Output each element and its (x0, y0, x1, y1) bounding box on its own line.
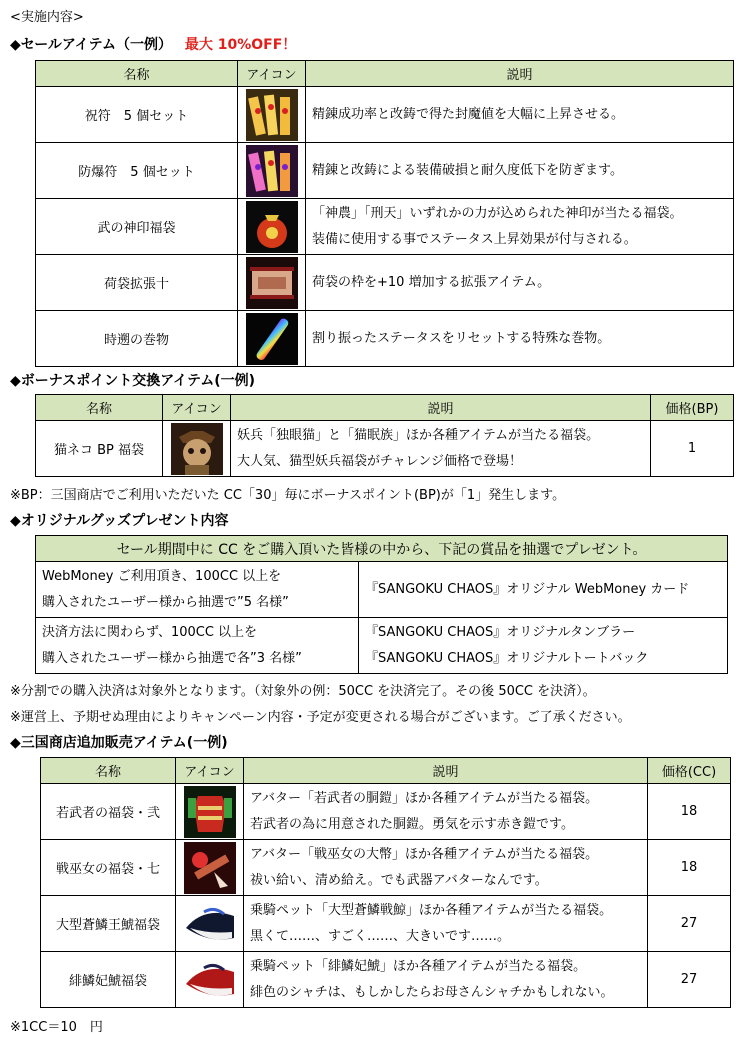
sale-header-row (36, 61, 734, 87)
table-row (41, 840, 731, 896)
prize-item (359, 562, 728, 618)
desc-line: 祓い給い、清め給え。でも武器アバターなんです。 (250, 872, 548, 888)
header-name: 名称 (36, 61, 238, 87)
item-icon-cell (238, 87, 306, 143)
item-icon-cell (176, 784, 244, 840)
item-icon-cell (176, 840, 244, 896)
item-desc (244, 784, 648, 840)
header-name: 名称 (36, 395, 163, 421)
desc-line: 『SANGOKU CHAOS』オリジナルトートバック (365, 650, 649, 666)
desc-line: 荷袋の枠を+10 増加する拡張アイテム。 (312, 274, 551, 290)
goods-header-row (36, 536, 728, 562)
desc-line: 大人気、猫型妖兵福袋がチャレンジ価格で登場！ (237, 453, 522, 469)
item-icon-cell (238, 311, 306, 367)
header-desc: 説明 (244, 758, 648, 784)
shop-table (40, 757, 731, 1008)
header-name: 名称 (41, 758, 176, 784)
header-price: 価格(CC) (648, 758, 731, 784)
table-row (41, 952, 731, 1008)
item-desc (306, 199, 734, 255)
desc-line: 割り振ったステータスをリセットする特殊な巻物。 (312, 330, 611, 346)
item-desc (244, 896, 648, 952)
sale-heading (10, 34, 296, 54)
item-name: 若武者の福袋・弐 (41, 784, 176, 840)
header-icon: アイコン (238, 61, 306, 87)
item-price: 27 (648, 896, 731, 952)
shrine-wand-icon (184, 842, 236, 894)
bonus-header-row (36, 395, 734, 421)
header-icon: アイコン (163, 395, 231, 421)
item-desc (306, 311, 734, 367)
item-desc (244, 952, 648, 1008)
item-desc (306, 87, 734, 143)
desc-line: 『SANGOKU CHAOS』オリジナル WebMoney カード (365, 581, 690, 597)
blue-orca-icon (184, 898, 236, 950)
item-price: 18 (648, 840, 731, 896)
desc-line: 精錬と改鋳による装備破損と耐久度低下を防ぎます。 (312, 162, 623, 178)
item-name: 猫ネコ BP 福袋 (36, 421, 163, 477)
item-desc (306, 255, 734, 311)
item-name: 緋鱗妃鯱福袋 (41, 952, 176, 1008)
table-row (36, 143, 734, 199)
goods-note-2: ※運営上、予期せぬ理由によりキャンペーン内容・予定が変更される場合がございます。ご了承ください。 (10, 710, 631, 725)
item-name: 武の神印福袋 (36, 199, 238, 255)
item-name: 戦巫女の福袋・七 (41, 840, 176, 896)
bonus-table (35, 394, 734, 477)
prize-condition (36, 618, 359, 674)
table-row (36, 311, 734, 367)
header-price: 価格(BP) (651, 395, 734, 421)
desc-line: 精錬成功率と改鋳で得た封魔値を大幅に上昇させる。 (312, 106, 625, 122)
rainbow-scroll-icon (246, 313, 298, 365)
table-row (36, 199, 734, 255)
item-name: 祝符 5 個セット (36, 87, 238, 143)
desc-line: 黒くて……、すごく……、大きいです……。 (250, 928, 511, 944)
sale-heading-text: ◆セールアイテム（一例） (10, 37, 172, 53)
table-row (36, 562, 728, 618)
item-icon-cell (176, 952, 244, 1008)
table-row (36, 255, 734, 311)
item-desc (244, 840, 648, 896)
red-orca-icon (184, 954, 236, 1006)
item-name: 防爆符 5 個セット (36, 143, 238, 199)
desc-line: 『SANGOKU CHAOS』オリジナルタンブラー (365, 624, 636, 640)
lucky-bag-icon (246, 201, 298, 253)
header-icon: アイコン (176, 758, 244, 784)
table-row (36, 87, 734, 143)
header-desc: 説明 (306, 61, 734, 87)
item-icon-cell (238, 143, 306, 199)
desc-line: 妖兵「独眼猫」と「猫眠族」ほか各種アイテムが当たる福袋。 (237, 427, 600, 443)
item-name: 大型蒼鱗王鯱福袋 (41, 896, 176, 952)
item-price: 27 (648, 952, 731, 1008)
item-desc (306, 143, 734, 199)
sale-highlight: 最大 10%OFF！ (184, 37, 297, 53)
bonus-note: ※BP：三国商店でご利用いただいた CC「30」毎にボーナスポイント(BP)が「1」発生します。 (10, 488, 566, 503)
prize-condition (36, 562, 359, 618)
sale-table (35, 60, 734, 367)
desc-line: 乗騎ペット「緋鱗妃鯱」ほか各種アイテムが当たる福袋。 (250, 958, 587, 974)
table-row (41, 896, 731, 952)
desc-line: 「神農」「刑天」いずれかの力が込められた神印が当たる福袋。 (312, 205, 683, 221)
talisman-bundle-icon (246, 89, 298, 141)
desc-line: 若武者の為に用意された胴鎧。勇気を示す赤き鎧です。 (250, 816, 574, 832)
item-price: 1 (651, 421, 734, 477)
desc-line: アバター「若武者の胴鎧」ほか各種アイテムが当たる福袋。 (250, 790, 599, 806)
section-title: <実施内容> (10, 10, 84, 25)
table-row (41, 784, 731, 840)
desc-line: WebMoney ご利用頂き、100CC 以上を (42, 568, 282, 584)
item-icon-cell (163, 421, 231, 477)
desc-line: 緋色のシャチは、もしかしたらお母さんシャチかもしれない。 (250, 984, 614, 1000)
header-desc: 説明 (231, 395, 651, 421)
shop-heading: ◆三国商店追加販売アイテム(一例) (10, 735, 228, 751)
prize-item (359, 618, 728, 674)
item-name: 時遡の巻物 (36, 311, 238, 367)
table-row (36, 421, 734, 477)
desc-line: 決済方法に関わらず、100CC 以上を (42, 624, 258, 640)
item-desc (231, 421, 651, 477)
item-name: 荷袋拡張十 (36, 255, 238, 311)
scroll-open-icon (246, 257, 298, 309)
goods-heading: ◆オリジナルグッズプレゼント内容 (10, 513, 229, 529)
goods-table (35, 535, 728, 674)
table-row (36, 618, 728, 674)
goods-note-1: ※分割での購入決済は対象外となります。（対象外の例：50CC を決済完了。その後 50CC を決済）。 (10, 684, 596, 699)
desc-line: 購入されたユーザー様から抽選で各”3 名様” (42, 650, 302, 666)
bonus-heading: ◆ボーナスポイント交換アイテム(一例) (10, 373, 256, 389)
item-price: 18 (648, 784, 731, 840)
goods-header: セール期間中に CC をご購入頂いた皆様の中から、下記の賞品を抽選でプレゼント。 (36, 536, 728, 562)
desc-line: 乗騎ペット「大型蒼鱗戦鯨」ほか各種アイテムが当たる福袋。 (250, 902, 613, 918)
talisman-bundle-icon (246, 145, 298, 197)
item-icon-cell (176, 896, 244, 952)
shop-note: ※1CC＝10 円 (10, 1020, 103, 1035)
item-icon-cell (238, 199, 306, 255)
desc-line: 装備に使用する事でステータス上昇効果が付与される。 (312, 231, 637, 247)
item-icon-cell (238, 255, 306, 311)
shop-header-row (41, 758, 731, 784)
desc-line: アバター「戦巫女の大幣」ほか各種アイテムが当たる福袋。 (250, 846, 599, 862)
armor-icon (184, 786, 236, 838)
desc-line: 購入されたユーザー様から抽選で”5 名様” (42, 594, 289, 610)
cat-soldier-icon (171, 423, 223, 475)
